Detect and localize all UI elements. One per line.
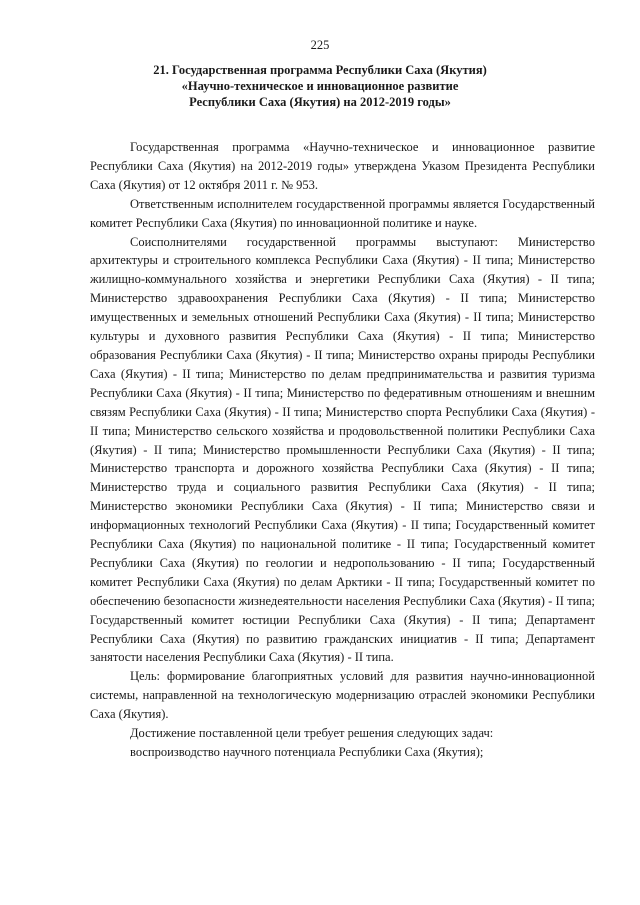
paragraph-responsible-executor: Ответственным исполнителем государственной программы является Государственный комитет Республики Саха (Якутия) по инновационной политике и науке. xyxy=(90,196,595,230)
title-line-3: Республики Саха (Якутия) на 2012-2019 годы» xyxy=(189,95,451,109)
paragraph-program-approval: Государственная программа «Научно-техническое и инновационное развитие Республики Саха (Якутия) на 2012-2019 годы» утверждена Указом Президента Республики Саха (Якутия) от 12 октября 2011 г. № 953. xyxy=(90,140,595,192)
paragraph-co-executors: Соисполнителями государственной программы выступают: Министерство архитектуры и строительного комплекса Республики Саха (Якутия) - II типа; Министерство жилищно-коммунального хозяйства и энергетики Республики Саха (Якутия) - II типа; Министерство здравоохранения Республики Саха (Якутия) - II типа; Министерство имущественных и земельных отношений Республики Саха (Якутия) - II типа; Министерство культуры и духовного развития Республики Саха (Якутия) - II типа; Министерство образования Республики Саха (Якутия) - II типа; Министерство охраны природы Республики Саха (Якутия) - II типа; Министерство по делам предпринимательства и развития туризма Республики Саха (Якутия) - II типа; Министерство по федеративным отношениям и внешним связям Республики Саха (Якутия) - II типа; Министерство спорта Республики Саха (Якутия) - II типа; Министерство сельского хозяйства и продовольственной политики Республики Саха (Якутия) - II типа; Министерство промышленности Республики Саха (Якутия) - II типа; Министерство транспорта и дорожного хозяйства Республики Саха (Якутия) - II типа; Министерство труда и социального развития Республики Саха (Якутия) - II типа; Министерство экономики Республики Саха (Якутия) - II типа; Министерство связи и информационных технологий Республики Саха (Якутия) - II типа; Государственный комитет Республики Саха (Якутия) по национальной политике - II типа; Государственный комитет Республики Саха (Якутия) по геологии и недропользованию - II типа; Государственный комитет Республики Саха (Якутия) по делам Арктики - II типа; Государственный комитет по обеспечению безопасности жизнедеятельности населения Республики Саха (Якутия) - II типа; Государственный комитет юстиции Республики Саха (Якутия) - II типа; Департамент Республики Саха (Якутия) по развитию гражданских инициатив - II типа; Департамент занятости населения Республики Саха (Якутия) - II типа. xyxy=(90,234,595,665)
title-line-2: «Научно-техническое и инновационное развитие xyxy=(181,79,459,93)
page-number: 225 xyxy=(310,38,330,52)
title-line-1: 21. Государственная программа Республики Саха (Якутия) xyxy=(153,63,487,77)
paragraph-task-1: воспроизводство научного потенциала Республики Саха (Якутия); xyxy=(130,745,484,759)
paragraph-goal: Цель: формирование благоприятных условий для развития научно-инновационной системы, направленной на технологическую модернизацию отраслей экономики Республики Саха (Якутия). xyxy=(90,669,595,722)
paragraph-tasks-intro: Достижение поставленной цели требует решения следующих задач: xyxy=(130,726,494,741)
document-title xyxy=(90,62,550,110)
document-body xyxy=(90,138,595,762)
